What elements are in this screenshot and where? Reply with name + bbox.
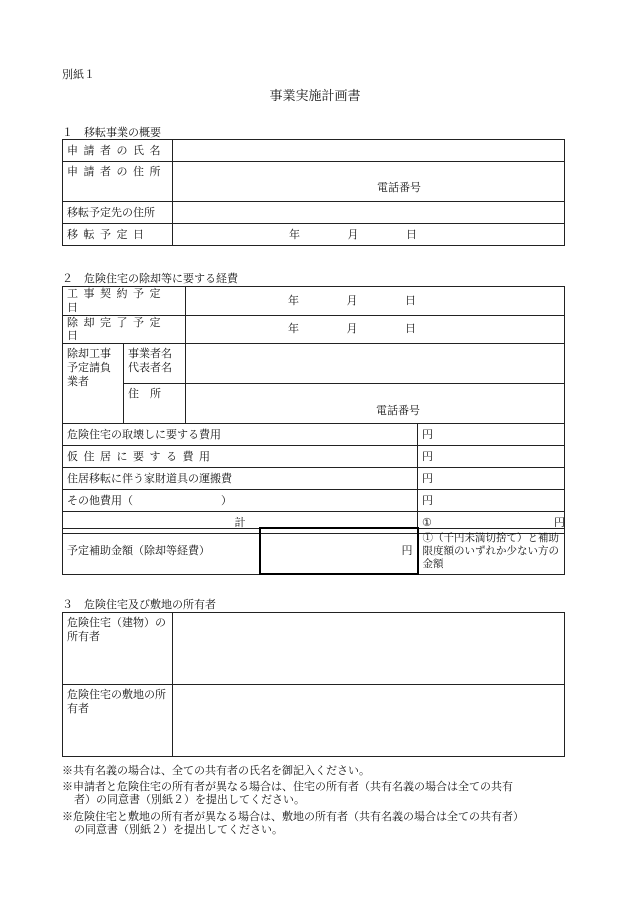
section3-heading: ３ 危険住宅及び敷地の所有者 (62, 598, 216, 611)
year-label: 年 (289, 227, 300, 241)
applicant-address-label: 申請者の住所 (63, 162, 173, 202)
contract-date-field[interactable] (186, 287, 565, 316)
yen-label: 円 (422, 471, 433, 485)
attachment-label: 別紙１ (62, 68, 95, 81)
completion-date-label: 除却完了予定日 (63, 315, 186, 344)
business-representative-labels (124, 344, 186, 384)
section1-table (62, 139, 565, 246)
circle-one-label: ① (422, 515, 432, 529)
temp-housing-cost-field[interactable] (418, 446, 565, 468)
section2-heading: ２ 危険住宅の除却等に要する経費 (62, 272, 238, 285)
temp-housing-cost-label: 仮住居に要する費用 (63, 446, 418, 468)
demolition-cost-label: 危険住宅の取壊しに要する費用 (63, 424, 418, 446)
note-land-consent (62, 810, 524, 836)
contract-date-label: 工事契約予定日 (63, 287, 186, 316)
note-co-ownership (62, 764, 370, 777)
other-cost-field[interactable] (418, 490, 565, 512)
document-title: 事業実施計画書 (269, 89, 361, 104)
yen-label: 円 (554, 516, 565, 529)
moving-cost-label: 住居移転に伴う家財道具の運搬費 (63, 468, 418, 490)
applicant-name-field[interactable] (173, 140, 565, 162)
note-line: ※申請者と危険住宅の所有者が異なる場合は、住宅の所有者（共有名義の場合は全ての共有 (62, 780, 513, 793)
phone-label: 電話番号 (377, 181, 421, 195)
section3-table (62, 612, 565, 757)
planned-move-date-field[interactable] (173, 224, 565, 246)
subsidy-table (62, 527, 565, 575)
destination-address-label: 移転予定先の住所 (63, 202, 173, 224)
demolition-cost-field[interactable] (418, 424, 565, 446)
subsidy-field[interactable] (260, 528, 418, 574)
note-line: ※共有名義の場合は、全ての共有者の氏名を御記入ください。 (62, 764, 370, 777)
year-label: 年 (288, 322, 299, 336)
month-label: 月 (346, 322, 358, 336)
business-name-label: 事業者名 (128, 347, 172, 360)
total-label: 計 (63, 512, 418, 534)
contractor-address-field[interactable] (186, 384, 565, 424)
year-label: 年 (288, 293, 299, 307)
land-owner-field[interactable] (173, 685, 565, 757)
contractor-address-label: 住 所 (124, 384, 186, 424)
yen-label: 円 (422, 427, 433, 441)
note-line-cont: 者）の同意書（別紙２）を提出してください。 (74, 793, 305, 806)
representative-label: 代表者名 (128, 360, 172, 374)
note-line: ※危険住宅と敷地の所有者が異なる場合は、敷地の所有者（共有名義の場合は全ての共有者） (62, 810, 524, 823)
month-label: 月 (347, 227, 359, 241)
applicant-name-label: 申請者の氏名 (63, 140, 173, 162)
planned-move-date-label: 移転予定日 (63, 224, 173, 246)
day-label: 日 (406, 227, 417, 241)
completion-date-field[interactable] (186, 315, 565, 344)
subsidy-note: ①（千円未満切捨て）と補助限度額のいずれか少ない方の金額 (418, 528, 565, 574)
business-representative-field[interactable] (186, 344, 565, 384)
land-owner-label: 危険住宅の敷地の所有者 (63, 685, 173, 757)
section1-heading: １ 移転事業の概要 (62, 126, 161, 139)
building-owner-field[interactable] (173, 613, 565, 685)
day-label: 日 (405, 322, 416, 336)
day-label: 日 (405, 293, 416, 307)
month-label: 月 (346, 293, 358, 307)
contractor-label: 除却工事予定請負業者 (63, 344, 124, 424)
destination-address-field[interactable] (173, 202, 565, 224)
section2-table (62, 286, 565, 534)
moving-cost-field[interactable] (418, 468, 565, 490)
phone-label: 電話番号 (376, 404, 420, 418)
applicant-address-field[interactable] (173, 162, 565, 202)
yen-label: 円 (422, 449, 433, 463)
yen-label: 円 (401, 544, 413, 558)
building-owner-label: 危険住宅（建物）の所有者 (63, 613, 173, 685)
subsidy-label: 予定補助金額（除却等経費） (63, 528, 260, 574)
note-line-cont: の同意書（別紙２）を提出してください。 (74, 823, 283, 836)
yen-label: 円 (422, 493, 433, 507)
note-owner-consent (62, 780, 513, 806)
other-cost-label: その他費用（ ） (63, 490, 418, 512)
